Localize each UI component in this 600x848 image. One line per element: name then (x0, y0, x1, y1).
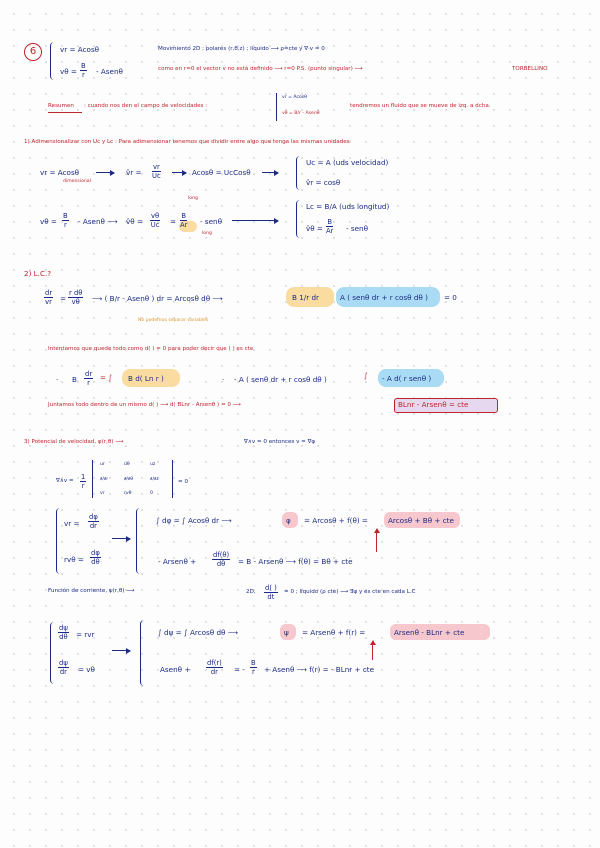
s3-det-right (172, 460, 173, 498)
s3-phi2-lhs: rvθ = (64, 555, 84, 564)
s3-int2-frac: $\frac{df(\theta)}{d\theta}$ (213, 551, 230, 569)
s3-psi2-frac: $\frac{d\psi}{dr}$ (59, 659, 68, 677)
s1-result-2b-frac: $\frac{B}{Ar}$ (326, 218, 334, 236)
system-vtheta-rhs: - Asenθ (96, 67, 123, 76)
s3-int3-rest: = Arsenθ + f(r) = (302, 628, 366, 637)
s2-bullet-1: · (56, 375, 59, 384)
s3-phi1-frac: $\frac{d\varphi}{dr}$ (89, 513, 98, 531)
s2-eqB: - A ( senθ dr + r cosθ dθ ) (234, 375, 327, 384)
s1-eq2-a: vθ = (40, 217, 57, 226)
s1-result-1a: Uc = A (uds velocidad) (306, 158, 389, 167)
s3-det-left (92, 460, 93, 498)
s1-long-label-2: long (202, 231, 212, 236)
curl-matrix-cell: ur (100, 462, 105, 467)
s1-arrow-1 (96, 172, 114, 173)
s3-curl-pre: ∇∧v = (56, 478, 74, 484)
s3-up-arrow-1 (376, 530, 377, 552)
s2-lhs-frac: $\frac{dr}{vr}$ (45, 289, 53, 307)
s2-hl-1-text: B 1/r dr (292, 293, 319, 302)
curl-matrix-cell: uθ (124, 462, 130, 467)
s1-eq2-c-eq: = (170, 217, 177, 226)
system-vtheta-lhs: vθ = (60, 67, 77, 76)
s3-int3-psi: ψ (284, 628, 289, 637)
s2-zero: = 0 (444, 293, 457, 302)
s3-curl-eq: = 0 (178, 479, 189, 485)
s1-result-2b-tail: - senθ (346, 224, 368, 233)
s2-intent: Intentamos que quede todo como d( ) = 0 para poder decir que ( ) es cte (48, 346, 254, 352)
s3-curl-frac: $\frac{1}{r}$ (81, 473, 86, 491)
s3-psi1-rest: = rvr (76, 630, 95, 639)
resumen-b1: vr = Acosθ (282, 95, 307, 100)
resumen-b2: vθ = B/r - Asenθ (282, 111, 320, 116)
s2-title: 2) L.C.? (24, 269, 52, 278)
s3-int4-tail: + Asenθ ⟶ f(r) = - BLnr + cte (264, 665, 375, 674)
intro-line-2: como en r=0 el vector v no está definido ⟶ r=0 P.S. (punto singular) ⟶ (158, 66, 363, 72)
s3-int4-frac: $\frac{df(r)}{dr}$ (207, 659, 222, 677)
s1-eq2-c-frac: $\frac{B}{Ar}$ (180, 212, 188, 230)
curl-matrix-cell: uz (150, 462, 156, 467)
s1-brace-1 (296, 156, 301, 190)
s1-eq1-b-frac: $\frac{vr}{Uc}$ (152, 163, 161, 181)
system-vtheta-frac: $\frac{B}{r}$ (81, 62, 86, 80)
s3-int2-rest: = B - Arsenθ ⟶ f(θ) = Bθ + cte (238, 557, 353, 566)
system-vr: vr = Acosθ (60, 45, 100, 54)
curl-matrix-cell: ∂/∂θ (124, 477, 134, 482)
s3-brace-psi-2 (140, 620, 145, 686)
curl-matrix-cell: ∂/∂z (150, 477, 159, 482)
resumen-bar (276, 93, 277, 121)
resumen-tail: tendremos un fluido que se mueve de izq. a dcha. (350, 103, 491, 109)
resumen-underline (48, 112, 82, 113)
s3-stream-c: = 0 ; líquido (ρ cte) ⟶ ∃ψ y es cte en cada L.C (284, 589, 416, 595)
s3-brace-psi (50, 622, 55, 684)
s3-phi1-lhs: vr = (64, 519, 80, 528)
s3-int4-a: Asenθ + (160, 665, 191, 674)
s2-no-separar: No podemos separar variables (138, 318, 209, 323)
s1-eq2-c-tail: - senθ (200, 217, 222, 226)
s1-result-2a: Lc = B/A (uds longitud) (306, 202, 390, 211)
s1-long-label-1: long (188, 196, 198, 201)
s1-eq1-note: dimensional (63, 179, 91, 184)
s2-eqA-pre: B (72, 375, 77, 384)
s3-phi-arrow (112, 538, 130, 539)
s3-stream: Función de corriente, ψ(r,θ) ⟶ (48, 588, 135, 594)
s1-eq2-b-frac: $\frac{v\theta}{Uc}$ (150, 212, 160, 230)
s3-int2: - Arsenθ + (158, 557, 197, 566)
torbellino-label: TORBELLINO (512, 66, 548, 72)
s3-int3-hl-text: Arsenθ - BLnr + cte (394, 628, 465, 637)
s3-int3: ∫ dψ = ∫ Arcosθ dθ ⟶ (158, 628, 238, 637)
s1-arrow-2 (172, 172, 186, 173)
s3-psi2-rest: = vθ (78, 665, 95, 674)
s2-result: BLnr - Arsenθ = cte (398, 400, 469, 409)
s2-equal-sign: = (60, 294, 67, 303)
s3-phi2-frac: $\frac{d\varphi}{d\theta}$ (91, 549, 100, 567)
s3-stream-frac: $\frac{d( )}{dt}$ (265, 584, 277, 602)
s2-bullet-2: · (222, 375, 225, 384)
s2-juntamos: Juntamos todo dentro de un mismo d( ) ⟶ d( BLnr - Arsenθ ) = 0 ⟶ (48, 402, 241, 408)
s2-eqA-hl-text: B d( Ln r ) (128, 374, 164, 383)
s3-brace-phi (56, 508, 61, 574)
s3-int1-rest: = Arcosθ + f(θ) = (304, 516, 368, 525)
s2-eqA-int: = ∫ (100, 373, 113, 382)
curl-matrix-cell: vr (100, 491, 105, 496)
s1-eq2-a-frac: $\frac{B}{r}$ (63, 212, 68, 230)
s2-mid-frac: $\frac{\text{r dθ}}{v\theta}$ (69, 289, 83, 307)
s3-psi1-frac: $\frac{d\psi}{d\theta}$ (59, 624, 68, 642)
s2-eqA-frac: $\frac{dr}{r}$ (85, 370, 93, 388)
s1-eq1-c: Acosθ = UcCosθ (192, 168, 251, 177)
s1-eq1-a: vr = Acosθ (40, 168, 80, 177)
s1-eq2-b: v̂θ = (126, 217, 143, 226)
s1-eq1-b: v̂r = (126, 168, 142, 177)
resumen-label: Resumen (48, 103, 74, 109)
s3-int4-rest: = - (234, 665, 245, 674)
s3-int1: ∫ dφ = ∫ Acosθ dr ⟶ (156, 516, 232, 525)
s2-eqB-hl-text: - A d( r senθ ) (382, 374, 432, 383)
s3-int4-b-frac: $\frac{B}{r}$ (251, 659, 256, 677)
system-brace (50, 42, 56, 80)
curl-matrix-cell: 0 (150, 491, 153, 496)
intro-line-1: Movimiento 2D ; polares (r,θ,z) ; líquido ⟶ ρ=cte y ∇·v = 0 (158, 46, 325, 52)
s3-title: 3) Potencial de velocidad, φ(r,θ) ⟶ (24, 439, 124, 445)
resumen-text: : cuando nos den el campo de velocidades : (84, 103, 208, 109)
s3-int1-hl-text: Arcosθ + Bθ + cte (388, 516, 454, 525)
s2-eqB-int: ∫ (364, 371, 368, 380)
s1-result-2b-lhs: v̂θ = (306, 224, 323, 233)
s3-cond: ∇∧v = 0 entonces v = ∇φ (244, 439, 316, 445)
s1-arrow-4 (232, 220, 278, 221)
s3-int1-phi: φ (286, 516, 291, 525)
s1-result-1b: v̂r = cosθ (306, 178, 341, 187)
s3-brace-phi-2 (136, 508, 141, 574)
s1-brace-2 (296, 200, 301, 238)
s1-eq2-a-tail: - Asenθ ⟶ (78, 217, 118, 226)
s2-hl-2-text: A ( senθ dr + r cosθ dθ ) (340, 293, 428, 302)
problem-number: 6 (24, 43, 42, 61)
s1-arrow-3 (262, 172, 278, 173)
s1-title: 1) Adimensionalizar con Uc y Lc : Para adimensionar tenemos que dividir entre algo que tenga las mismas unidades (24, 139, 350, 145)
s3-up-arrow-2 (372, 642, 373, 660)
curl-matrix-cell: ∂/∂r (100, 477, 109, 482)
s3-stream-b: 2D, (246, 589, 256, 595)
curl-matrix-cell: rvθ (124, 491, 132, 496)
s3-psi-arrow (112, 650, 130, 651)
s2-eq-rest: ⟶ ( B/r - Asenθ ) dr = Arcosθ dθ ⟶ (92, 294, 223, 303)
